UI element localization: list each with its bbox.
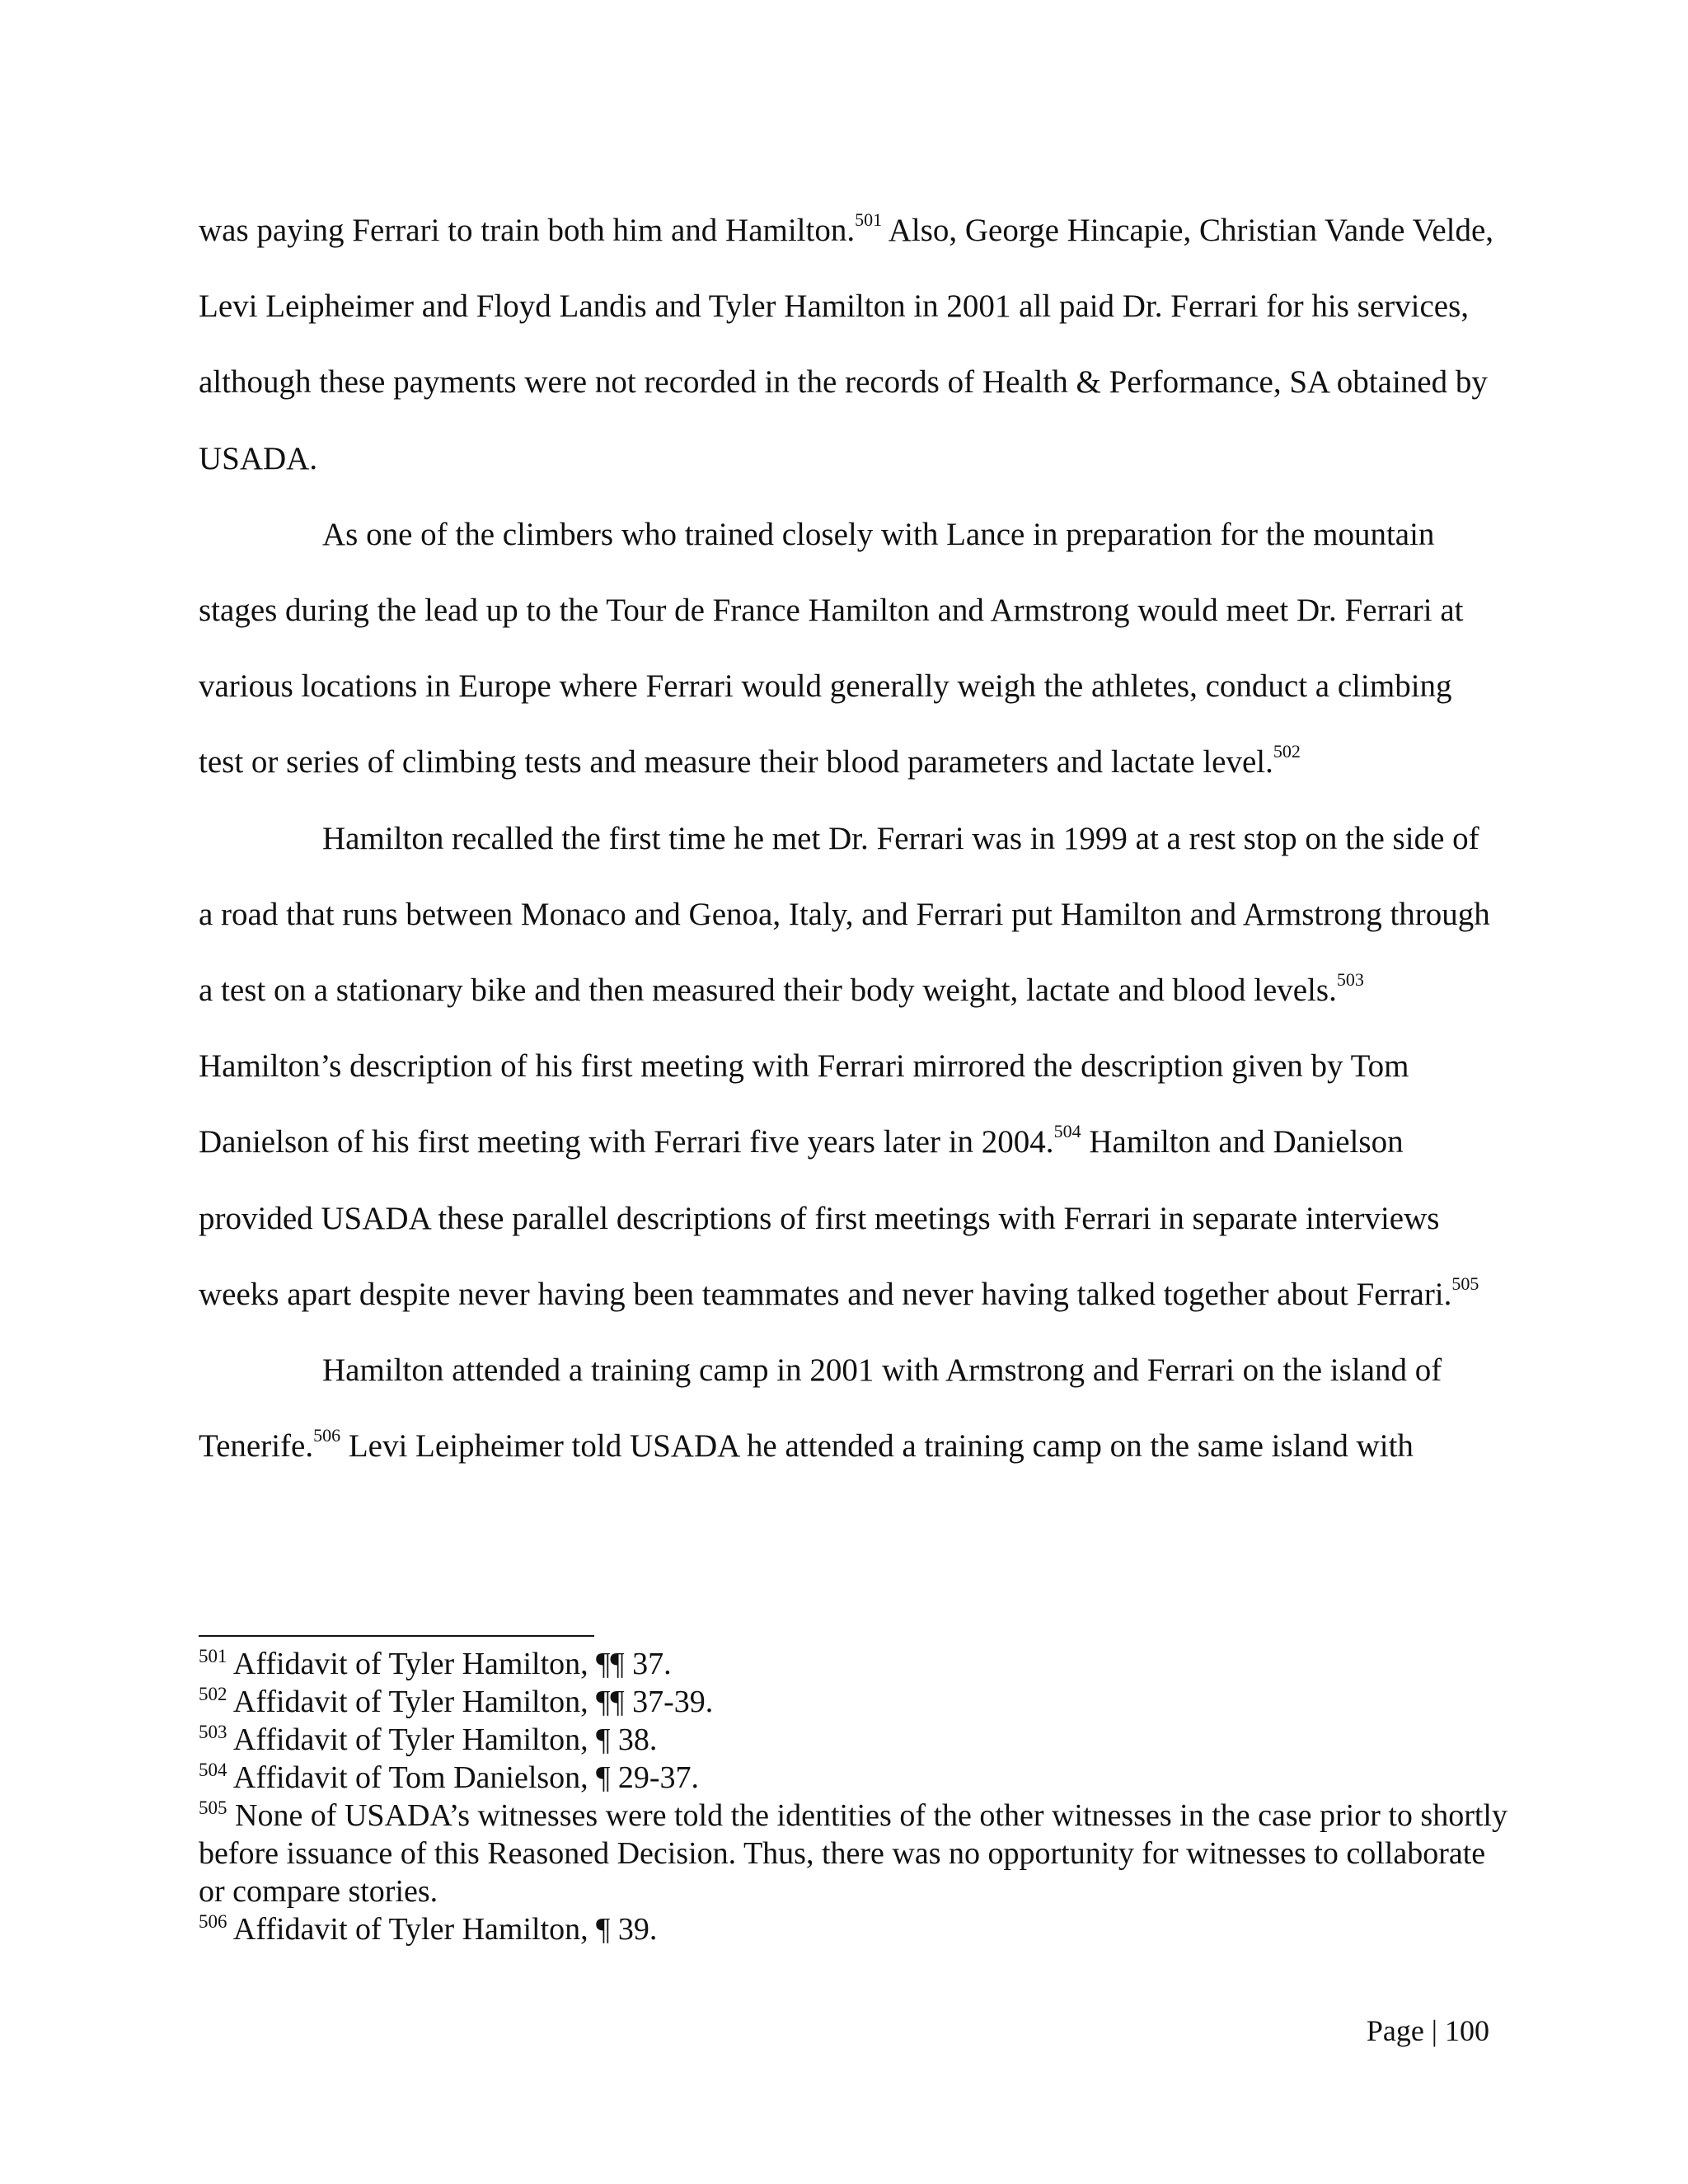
footnote-501 [199,1645,1509,1683]
paragraph-4-text-b: Levi Leipheimer told USADA he attended a training camp on the same island with [340,1428,1414,1465]
footnote-503 [199,1721,1509,1759]
paragraph-4-text-a: Hamilton attended a training camp in 2001 with Armstrong and Ferrari on the island of Tenerife. [199,1352,1442,1465]
footnotes [199,1645,1509,1948]
paragraph-2-text: As one of the climbers who trained closely with Lance in preparation for the mountain stages during the lead up to the Tour de France Hamilton and Armstrong would meet Dr. Ferrari at various locations in Europe where Ferrari would generally weigh the athletes, conduct a climbing test or series of climbing tests and measure their blood parameters and lactate level. [199,516,1464,780]
footnote-text: Affidavit of Tyler Hamilton, ¶ 39. [227,1912,658,1947]
paragraph-4 [199,1333,1497,1484]
footnote-ref-504[interactable]: 504 [1053,1121,1081,1142]
page-number: Page | 100 [1366,2014,1489,2047]
footnote-text: Affidavit of Tom Danielson, ¶ 29-37. [227,1760,700,1795]
footnote-text: Affidavit of Tyler Hamilton, ¶ 38. [227,1722,658,1757]
footnote-number: 504 [199,1760,227,1780]
footnote-text: None of USADA’s witnesses were told the identities of the other witnesses in the case prior to shortly before issuance of this Reasoned Decision. Thus, there was no opportunity for witnesses to collaborate or compare stories. [199,1798,1507,1909]
paragraph-3-text-a: Hamilton recalled the first time he met Dr. Ferrari was in 1999 at a rest stop on the side of a road that runs between Monaco and Genoa, Italy, and Ferrari put Hamilton and Armstrong through a test on a stationary bike and then measured their body weight, lactate and blood levels. [199,820,1490,1009]
paragraph-3-text-b: Hamilton’s description of his first meeting with Ferrari mirrored the description given by Tom Danielson of his first meeting with Ferrari five years later in 2004. [199,1048,1409,1160]
body-text [199,193,1497,1484]
footnote-ref-506[interactable]: 506 [313,1425,341,1446]
footnote-number: 502 [199,1684,227,1704]
paragraph-1-text-b: Also, George Hincapie, Christian Vande Velde, Levi Leipheimer and Floyd Landis and Tyler Hamilton in 2001 all paid Dr. Ferrari for his services, although these payments were not recorded in the records of Health & Performance, SA obtained by USADA. [199,213,1494,476]
footnote-502 [199,1683,1509,1721]
footnote-number: 506 [199,1911,227,1932]
footnote-number: 501 [199,1646,227,1666]
paragraph-3-text-c: Hamilton and Danielson provided USADA these parallel descriptions of first meetings with Ferrari in separate interviews weeks apart despite never having been teammates and never having talked together about Ferrari. [199,1124,1452,1312]
footnote-505 [199,1797,1509,1910]
footnote-ref-501[interactable]: 501 [855,209,883,230]
footnote-504 [199,1759,1509,1797]
paragraph-2 [199,497,1497,801]
footnote-text: Affidavit of Tyler Hamilton, ¶¶ 37. [227,1647,672,1681]
paragraph-3 [199,801,1497,1333]
footnote-text: Affidavit of Tyler Hamilton, ¶¶ 37-39. [227,1685,714,1719]
footnote-separator [199,1635,594,1637]
footnote-number: 505 [199,1797,227,1818]
footnote-ref-503[interactable]: 503 [1336,969,1364,991]
footnote-506 [199,1910,1509,1948]
footnote-number: 503 [199,1722,227,1742]
paragraph-1 [199,193,1497,497]
footnote-ref-505[interactable]: 505 [1451,1272,1479,1294]
footnote-ref-502[interactable]: 502 [1273,741,1301,762]
paragraph-1-text-a: was paying Ferrari to train both him and Hamilton. [199,213,856,248]
